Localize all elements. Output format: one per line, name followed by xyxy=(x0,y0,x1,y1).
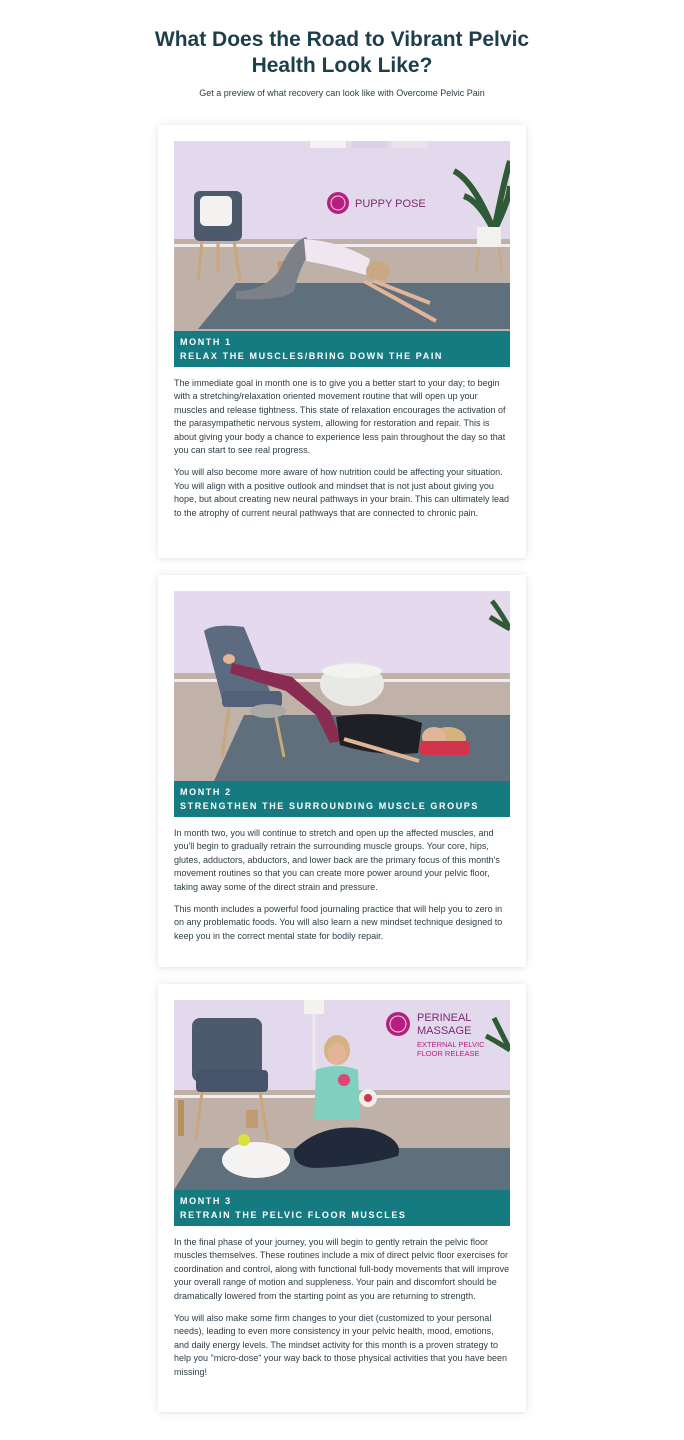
month-description xyxy=(174,377,511,529)
month-description xyxy=(174,1236,511,1388)
paragraph: The immediate goal in month one is to give you a better start to your day; to begin with a stretching/relaxation oriented movement routine that will open up your muscles and release tightness. This state of relaxation encourages the activation of the parasympathetic nervous system, allowing for restoration and repair. This is about giving your body a chance to experience less pain throughout the day so that you can start to see real progress. xyxy=(174,378,506,456)
page-subtitle: Get a preview of what recovery can look like with Overcome Pelvic Pain xyxy=(199,88,485,98)
perineal-massage-image xyxy=(174,1000,510,1190)
paragraph: In month two, you will continue to stretch and open up the affected muscles, and you'll begin to gradually retrain the surrounding muscle groups. Your core, hips, glutes, adductors, abductors, and lower back are the primary focus of this month's movement routines so that you can create more power around your pelvic floor, taking away some of the direct strain and pressure. xyxy=(174,828,500,892)
pose-caption: PUPPY POSE xyxy=(355,198,426,210)
puppy-pose-image xyxy=(174,141,510,331)
paragraph: You will also become more aware of how nutrition could be affecting your situation. You will align with a positive outlook and mindset that is not just about giving you hope, but about creating new neural pathways in your brain. This can ultimately lead to the atrophy of current neural pathways that are connected to chronic pain. xyxy=(174,467,510,518)
month-heading: RETRAIN THE PELVIC FLOOR MUSCLES xyxy=(180,1210,407,1220)
month-label: MONTH 2 xyxy=(180,787,232,797)
paragraph: This month includes a powerful food journaling practice that will help you to zero in on any problematic foods. You will also learn a new mindset technique designed to keep you in the correct mental state for bodily repair. xyxy=(174,904,503,941)
pose-caption-line1: PERINEAL xyxy=(417,1012,472,1024)
pose-subcaption-line2: FLOOR RELEASE xyxy=(417,1049,480,1058)
month-label: MONTH 1 xyxy=(180,337,232,347)
month-2-card xyxy=(158,575,526,967)
month-banner xyxy=(174,781,510,817)
month-1-card xyxy=(158,125,526,558)
month-label: MONTH 3 xyxy=(180,1196,232,1206)
page-title: What Does the Road to Vibrant Pelvic Health Look Like? xyxy=(154,28,530,77)
month-banner xyxy=(174,331,510,367)
month-banner xyxy=(174,1190,510,1226)
pose-caption-line2: MASSAGE xyxy=(417,1025,472,1037)
month-heading: STRENGTHEN THE SURROUNDING MUSCLE GROUPS xyxy=(180,801,480,811)
paragraph: You will also make some firm changes to your diet (customized to your personal needs), leading to even more consistency in your pelvic health, mood, emotions, and daily energy levels. The mindset activity for this month is a proven strategy to help you "micro-dose" your way back to those physical activities that you have been missing! xyxy=(174,1313,508,1377)
month-description xyxy=(174,827,511,952)
month-heading: RELAX THE MUSCLES/BRING DOWN THE PAIN xyxy=(180,351,444,361)
pose-subcaption-line1: EXTERNAL PELVIC xyxy=(417,1040,485,1049)
month-3-card xyxy=(158,984,526,1412)
paragraph: In the final phase of your journey, you will begin to gently retrain the pelvic floor muscles themselves. These routines include a mix of direct pelvic floor exercises for coordination and control, along with functional full-body movements that will improve your overall range of motion and suppleness. Your pain and discomfort should be dramatically lowered from the starting point as you are returning to strength. xyxy=(174,1237,510,1301)
lying-stretch-image xyxy=(174,591,510,781)
